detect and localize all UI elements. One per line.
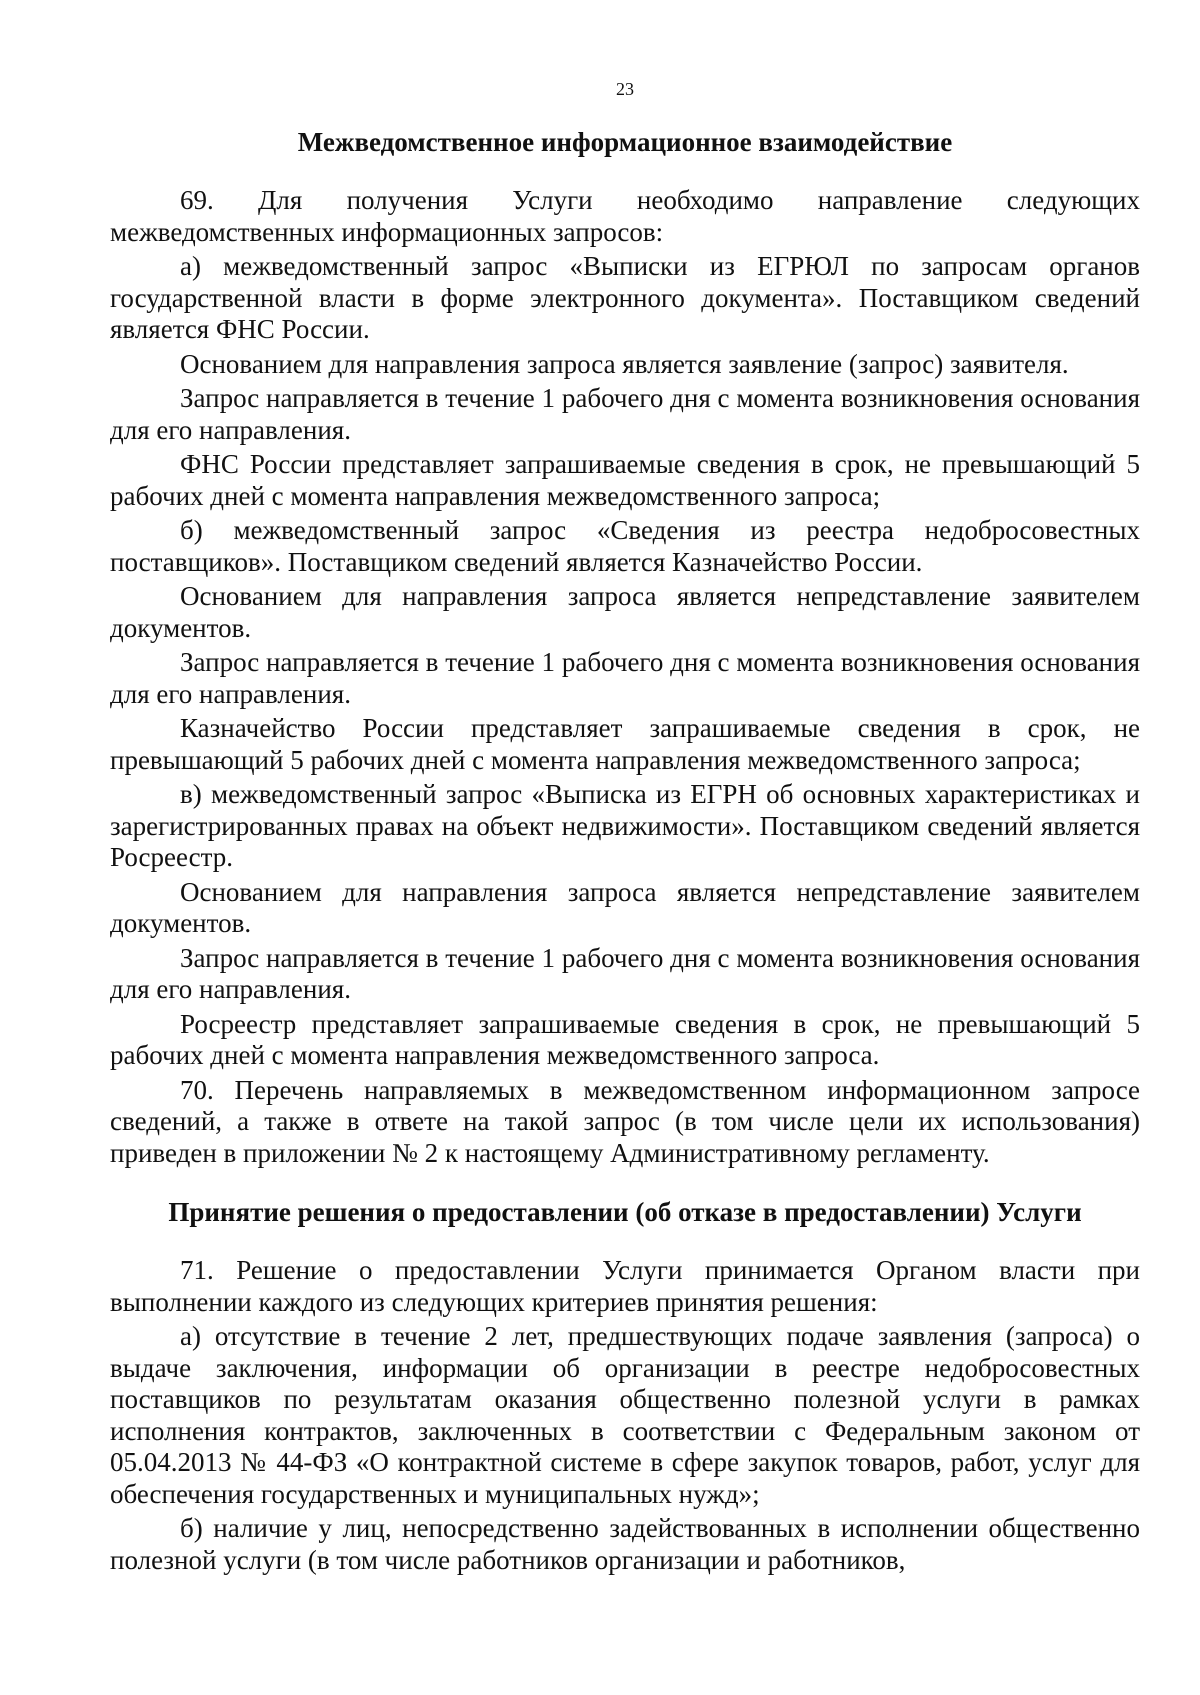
section-body-decision: [110, 1255, 1140, 1579]
paragraph-69a: а) межведомственный запрос «Выписки из ЕГРЮЛ по запросам органов государственной власти в форме электронного документа». Поставщиком сведений является ФНС России.: [110, 251, 1140, 344]
paragraph-69b-basis: Основанием для направления запроса является непредставление заявителем документов.: [110, 581, 1140, 643]
paragraph-71: 71. Решение о предоставлении Услуги принимается Органом власти при выполнении каждого из следующих критериев принятия решения:: [110, 1255, 1140, 1317]
paragraph-69c-term: Росреестр представляет запрашиваемые сведения в срок, не превышающий 5 рабочих дней с момента направления межведомственного запроса.: [110, 1008, 1140, 1070]
paragraph-69c: в) межведомственный запрос «Выписка из ЕГРН об основных характеристиках и зарегистрированных правах на объект недвижимости». Поставщиком сведений является Росреестр.: [110, 779, 1140, 872]
paragraph-69: 69. Для получения Услуги необходимо направление следующих межведомственных информационных запросов:: [110, 185, 1140, 247]
paragraph-69c-basis: Основанием для направления запроса является непредставление заявителем документов.: [110, 876, 1140, 938]
section-heading-interagency: Межведомственное информационное взаимодействие: [297, 127, 953, 157]
paragraph-71a: а) отсутствие в течение 2 лет, предшествующих подаче заявления (запроса) о выдаче заключения, информации об организации в реестре недобросовестных поставщиков по результатам оказания общественно полезной услуги в рамках исполнения контрактов, заключенных в соответствии с Федеральным законом от 05.04.2013 № 44-ФЗ «О контрактной системе в сфере закупок товаров, работ, услуг для обеспечения государственных и муниципальных нужд»;: [110, 1321, 1140, 1509]
paragraph-69b-term: Казначейство России представляет запрашиваемые сведения в срок, не превышающий 5 рабочих дней с момента направления межведомственного запроса;: [110, 713, 1140, 775]
page-number: 23: [616, 79, 634, 99]
section-heading-decision: Принятие решения о предоставлении (об отказе в предоставлении) Услуги: [168, 1197, 1082, 1227]
paragraph-69b: б) межведомственный запрос «Сведения из реестра недобросовестных поставщиков». Поставщиком сведений является Казначейство России.: [110, 515, 1140, 577]
paragraph-69c-timing: Запрос направляется в течение 1 рабочего дня с момента возникновения основания для его направления.: [110, 942, 1140, 1004]
paragraph-69a-term: ФНС России представляет запрашиваемые сведения в срок, не превышающий 5 рабочих дней с момента направления межведомственного запроса;: [110, 449, 1140, 511]
paragraph-69a-timing: Запрос направляется в течение 1 рабочего дня с момента возникновения основания для его направления.: [110, 383, 1140, 445]
section-body-interagency: [110, 185, 1140, 1172]
paragraph-69b-timing: Запрос направляется в течение 1 рабочего дня с момента возникновения основания для его направления.: [110, 647, 1140, 709]
paragraph-69a-basis: Основанием для направления запроса является заявление (запрос) заявителя.: [180, 348, 1069, 379]
paragraph-70: 70. Перечень направляемых в межведомственном информационном запросе сведений, а также в ответе на такой запрос (в том числе цели их использования) приведен в приложении № 2 к настоящему Административному регламенту.: [110, 1074, 1140, 1168]
paragraph-71b: б) наличие у лиц, непосредственно задействованных в исполнении общественно полезной услуги (в том числе работников организации и работников,: [110, 1513, 1140, 1575]
